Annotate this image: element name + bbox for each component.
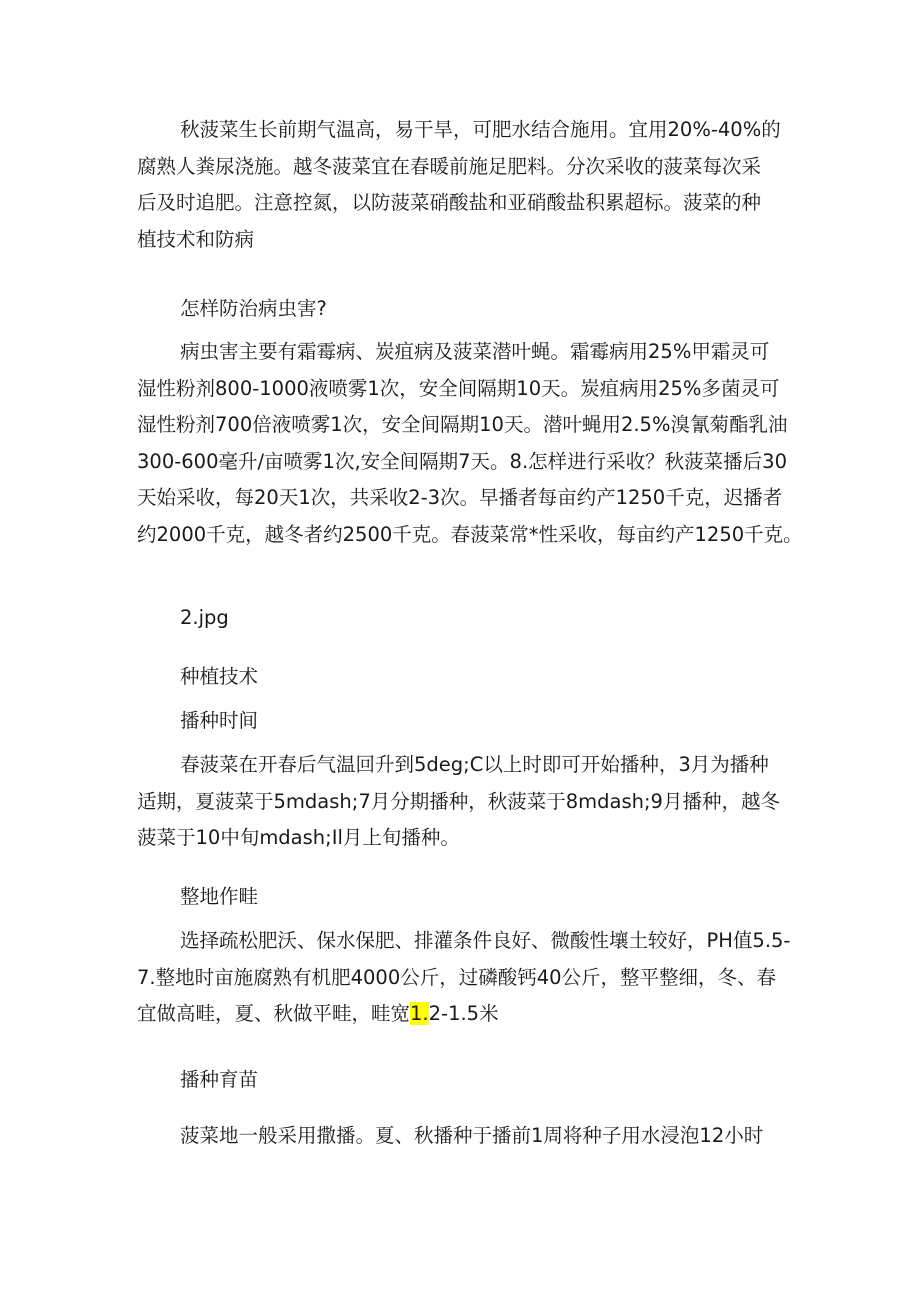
text-line: 选择疏松肥沃、保水保肥、排灌条件良好、微酸性壤土较好，PH值5.5- — [180, 929, 791, 952]
text-line: 湿性粉剂800-1000液喷雾1次，安全间隔期10天。炭疽病用25%多菌灵可 — [137, 376, 780, 400]
text-line: 整地作畦 — [180, 885, 259, 908]
text-line: 7.整地时亩施腐熟有机肥4000公斤，过磷酸钙40公斤，整平整细，冬、春 — [137, 965, 777, 989]
text-line: 春菠菜在开春后气温回升到5deg;C以上时即可开始播种，3月为播种 — [180, 753, 769, 776]
text-line: 种植技术 — [180, 665, 259, 688]
text-line: 适期，夏菠菜于5mdash;7月分期播种，秋菠菜于8mdash;9月播种，越冬 — [137, 789, 780, 813]
paragraph-sowing-seedlings — [137, 1118, 797, 1155]
text-line: 菠菜于10中旬mdash;Il月上旬播种。 — [137, 826, 460, 849]
text-line: 后及时追肥。注意控氮，以防菠菜硝酸盐和亚硝酸盐积累超标。菠菜的种 — [137, 191, 762, 214]
text-line: 播种育苗 — [180, 1068, 259, 1091]
text-line: 300-600毫升/亩喷雾1次,安全间隔期7天。8.怎样进行采收？秋菠菜播后30 — [137, 449, 787, 473]
text-line: 怎样防治病虫害? — [180, 297, 327, 320]
text-line: 菠菜地一般采用撒播。夏、秋播种于播前1周将种子用水浸泡12小时 — [180, 1124, 764, 1147]
text-line: 腐熟人粪尿浇施。越冬菠菜宜在春暖前施足肥料。分次采收的菠菜每次采 — [137, 154, 762, 178]
heading-pest-control — [137, 291, 797, 328]
highlighted-text: 1. — [410, 1002, 429, 1025]
text-line: 秋菠菜生长前期气温高，易干旱，可肥水结合施用。宜用20%-40%的 — [180, 118, 781, 141]
text-line: 播种时间 — [180, 709, 259, 732]
text-line: 植技术和防病 — [137, 227, 255, 251]
heading-sowing-time — [137, 703, 797, 740]
paragraph-pest-control — [137, 334, 803, 553]
paragraph-land-preparation — [137, 923, 797, 1033]
heading-planting-technique — [137, 659, 797, 696]
text-line: 约2000千克，越冬者约2500千克。春菠菜常*性采收，每亩约产1250千克。 — [137, 522, 803, 546]
text-segment: 宜做高畦，夏、秋做平畦，畦宽 — [137, 1002, 411, 1025]
heading-land-preparation — [137, 879, 797, 916]
paragraph-sowing-time — [137, 747, 797, 857]
text-segment: 2-1.5米 — [428, 1002, 499, 1025]
text-line: 病虫害主要有霜霉病、炭疽病及菠菜潜叶蝇。霜霉病用25%甲霜灵可 — [180, 340, 770, 363]
text-line — [137, 996, 797, 1033]
paragraph-autumn-fertilizing — [137, 112, 797, 258]
text-line: 天始采收，每20天1次，共采收2-3次。早播者每亩约产1250千克，迟播者 — [137, 486, 783, 509]
text-line: 湿性粉剂700倍液喷雾1次，安全间隔期10天。潜叶蝇用2.5%溴氰菊酯乳油 — [137, 413, 788, 436]
image-filename-label — [137, 600, 797, 637]
text-line: 2.jpg — [180, 606, 229, 629]
heading-sowing-seedlings — [137, 1062, 797, 1099]
